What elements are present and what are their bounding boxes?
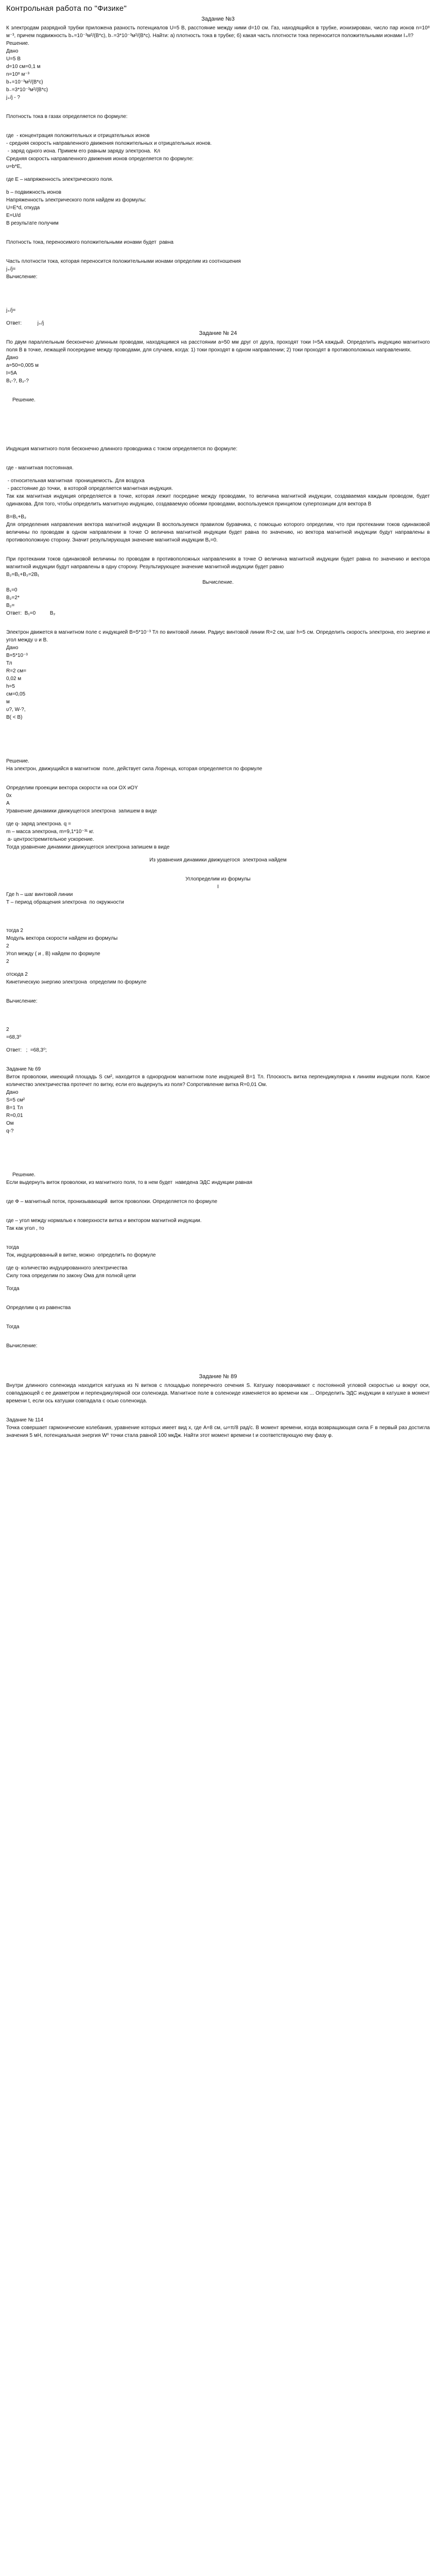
answer-line: Ответ: j₊/j bbox=[6, 320, 44, 326]
problem-69-heading: Задание № 69 bbox=[6, 1066, 41, 1072]
text-line: где Ф – магнитный поток, пронизывающий виток проволоки. Определяется по формуле bbox=[6, 1199, 218, 1205]
text-line: Угол между ( и , B) найдем по формуле bbox=[6, 951, 100, 957]
text-line: где - магнитная постоянная. bbox=[6, 465, 74, 471]
solution-label: Решение. bbox=[12, 397, 36, 403]
given-item: j₊/j - ? bbox=[6, 95, 20, 100]
calc-label: Вычисление: bbox=[6, 1343, 38, 1349]
given-label: Дано bbox=[6, 48, 19, 54]
text-line: Индукция магнитного поля бесконечно длинного проводника с током определяется по формуле: bbox=[6, 446, 238, 452]
text-line: Если выдернуть виток проволоки, из магнитного поля, то в нем будет наведена ЭДС индукции равная bbox=[6, 1180, 253, 1185]
problem-3-statement: К электродам разрядной трубки приложена разность потенциалов U=5 В, расстояние между ними d=10 см. Газ, находящийся в трубке, ионизирован, число пар ионов n=10⁸ м⁻³, причем подвижность b₊=10⁻³м²/(В*с), b₋=3*10⁻³м²/(В*с). Найти: а) плотность тока в трубке; б) какая часть плотности тока переносится положительными ионами I₊/I? bbox=[6, 25, 430, 39]
text-line: Напряженность электрического поля найдем из формулы: bbox=[6, 197, 146, 203]
given-item: R=2 см= bbox=[6, 668, 27, 674]
text-line: где q- количество индуцированного электричества bbox=[6, 1265, 128, 1271]
text-line: Часть плотности тока, которая переносится положительными ионами определим из соотношения bbox=[6, 259, 241, 264]
given-item: S=5 см² bbox=[6, 1097, 25, 1103]
given-list bbox=[6, 55, 430, 101]
text-line: Вычисление: bbox=[6, 274, 38, 280]
text-line: Ток, индуцированный в витке, можно определить по формуле bbox=[6, 1252, 156, 1258]
solution-label: Решение. bbox=[6, 758, 29, 764]
problem-114-heading: Задание № 114 bbox=[6, 1417, 43, 1423]
given-label: Дано bbox=[6, 645, 19, 651]
solution-label: Решение. bbox=[6, 41, 29, 46]
text-line: - заряд одного иона. Примем его равным заряду электрона. Кл bbox=[6, 148, 161, 154]
text-line: Определим q из равенства bbox=[6, 1305, 71, 1311]
problem-24 bbox=[6, 330, 430, 617]
problem-24-statement: По двум параллельным бесконечно длинным проводам, находящимся на расстоянии a=50 мм друг от друга, проходят токи I=5A каждый. Определить индукцию магнитного поля B в точке, лежащей посередине между проводами, для случаев, когда: 1) токи проходят в одном направлении; 2) токи проходят в противоположных направлениях. bbox=[6, 340, 430, 353]
given-item: см=0,05 bbox=[6, 691, 26, 697]
problem-35-statement: Электрон движется в магнитном поле с индукцией B=5*10⁻³ Тл по винтовой линии. Радиус винтовой линии R=2 см, шаг h=5 см. Определить скорость электрона, его энергию и угол между υ и B. bbox=[6, 630, 430, 643]
text-line: B₁=0 bbox=[6, 587, 18, 593]
text-line: Уравнение динамики движущегося электрона запишем в виде bbox=[6, 808, 157, 814]
calc-label: Вычисление. bbox=[202, 580, 234, 585]
text-line: Из уравнения динамики движущегося электрона найдем bbox=[149, 857, 287, 863]
text-line: 2 bbox=[6, 959, 9, 964]
text-line: тогда 2 bbox=[6, 928, 23, 934]
problem-114-statement: Точка совершает гармонические колебания, уравнение которых имеет вид x, где A=8 см, ω=π/8 рад/с. В момент времени, когда возвращающая сила F в первый раз достигла значения 5 мН, потенциальная энергия W⁰ точки стала равной 100 мкДж. Найти этот момент времени t и соответствующую ему фазу φ. bbox=[6, 1425, 430, 1438]
given-item: q-? bbox=[6, 1128, 14, 1134]
text-line: где E – напряженность электрического поля. bbox=[6, 177, 113, 182]
given-item: a=50=0,005 м bbox=[6, 363, 39, 368]
text-line: Так как магнитная индукция определяется в точке, которая лежит посредине между проводами, то величина магнитной индукции, создаваемая каждым проводом, будет одинакова. Для того, чтобы определить магнитную индукцию, создаваемую обоими проводами, воспользуемся принципом суперпозиции для вектора B bbox=[6, 494, 430, 507]
text-line: j₊/j= bbox=[6, 266, 16, 272]
text-line: Модуль вектора скорости найдем из формулы bbox=[6, 936, 118, 941]
given-item: b₋=3*10⁻³м²/(В*с) bbox=[6, 87, 48, 93]
given-item: n=10⁸ м⁻³ bbox=[6, 72, 30, 77]
text-line: Где h – шаг винтовой линии bbox=[6, 892, 73, 897]
problem-89-heading: Задание № 89 bbox=[199, 1374, 237, 1380]
text-line: Определим проекции вектора скорости на оси OX иOY bbox=[6, 785, 138, 791]
problem-114 bbox=[6, 1416, 430, 1439]
problem-69 bbox=[6, 1065, 430, 1350]
problem-89-statement: Внутри длинного соленоида находится катушка из N витков с площадью поперечного сечения S. Катушку поворачивают с постоянной угловой скоростью ω вокруг оси, совпадающей с ее диаметром и перпендикулярной оси соленоида. Магнитное поле в соленоиде изменяется во времени как ... Определить ЭДС индукции в катушке в момент времени t, если ось катушки совпадала с осью соленоида. bbox=[6, 1383, 430, 1404]
given-item: 0,02 м bbox=[6, 676, 22, 682]
text-line: 0х bbox=[6, 793, 12, 799]
text-line: Кинетическую энергию электрона определим по формуле bbox=[6, 979, 147, 985]
text-line: 2 bbox=[6, 1027, 9, 1032]
text-line: Средняя скорость направленного движения ионов определяется по формуле: bbox=[6, 156, 194, 162]
text-line: B₂=2* bbox=[6, 595, 20, 601]
problem-3-heading: Задание №3 bbox=[201, 16, 235, 22]
problem-24-heading: Задание № 24 bbox=[199, 330, 237, 336]
given-item: Тл bbox=[6, 660, 12, 666]
text-line: B₂= bbox=[6, 603, 15, 608]
text-line: B=B₁+B₂ bbox=[6, 514, 26, 520]
solution-label: Решение. bbox=[12, 1172, 36, 1178]
document-title: Контрольная работа по "Физике" bbox=[6, 4, 127, 13]
text-line: отсюда 2 bbox=[6, 972, 28, 977]
text-line: Тогда уравнение динамики движущегося электрона запишем в виде bbox=[6, 844, 170, 850]
given-item: R=0,01 bbox=[6, 1113, 23, 1118]
text-line: При протекании токов одинаковой величины по проводам в противоположных направлениях в точке O величина магнитной индукции будет равна по значению и вектора магнитной индукции будут направлены в одну сторону. Результирующее значение магнитной индукции будет равно bbox=[6, 556, 430, 570]
text-line: где - концентрация положительных и отрицательных ионов bbox=[6, 133, 150, 139]
text-line: Силу тока определим по закону Ома для полной цепи bbox=[6, 1273, 136, 1279]
text-line: υ=b*E, bbox=[6, 164, 22, 170]
text-line: Так как угол , то bbox=[6, 1226, 44, 1231]
problem-35 bbox=[6, 629, 430, 1054]
calc-label: Вычисление: bbox=[6, 998, 38, 1004]
text-line: В результате получим bbox=[6, 221, 59, 226]
text-line: T – период обращения электрона по окружности bbox=[6, 900, 124, 905]
text-line: тогда bbox=[6, 1245, 19, 1250]
text-line: 2 bbox=[6, 943, 9, 949]
text-line: - относительная магнитная проницаемость. Для воздуха bbox=[6, 478, 145, 484]
text-line: где q- заряд электрона. q = bbox=[6, 821, 71, 827]
given-item: B₁-?, B₂-? bbox=[6, 378, 29, 384]
text-line: Для определения направления вектора магнитной индукции B воспользуемся правилом буравчика, с помощью которого определим, что при протекании токов одинаковой величины по проводам в одном направлении в точке O величина магнитной индукции будет равна по значению, но вектора магнитной индукции будут направлены в противоположную сторону. Значит результирующая значение магнитной индукции B₁=0. bbox=[6, 522, 430, 543]
text-line: b – подвижность ионов bbox=[6, 190, 62, 195]
text-line: Плотность тока в газах определяется по формуле: bbox=[6, 114, 128, 120]
given-item: B( < B) bbox=[6, 715, 23, 720]
problem-3 bbox=[6, 16, 430, 327]
text-line: m – масса электрона, m=9,1*10⁻³¹ кг. bbox=[6, 829, 94, 835]
text-line: На электрон, движущийся в магнитном поле, действует сила Лоренца, которая определяется по формуле bbox=[6, 766, 263, 772]
text-line: - расстояние до точки, в которой определяется магнитная индукция. bbox=[6, 486, 173, 492]
given-item: м bbox=[6, 699, 10, 705]
text-line: B₂=B₁+B₂=2B₁ bbox=[6, 572, 40, 578]
given-item: υ?, W-?, bbox=[6, 707, 26, 713]
given-item: h=5 bbox=[6, 684, 15, 689]
text-line: Тогда bbox=[6, 1324, 20, 1330]
text-line: =68,3⁰ bbox=[6, 1035, 22, 1040]
given-label: Дано bbox=[6, 355, 19, 361]
given-label: Дано bbox=[6, 1090, 19, 1095]
text-line: Тогда bbox=[6, 1286, 20, 1292]
text-line: I bbox=[217, 884, 219, 890]
given-item: I=5A bbox=[6, 370, 17, 376]
answer-line: Ответ: ; =68,3⁰; bbox=[6, 1047, 47, 1053]
text-line: - средняя скорость направленного движения положительных и отрицательных ионов. bbox=[6, 141, 212, 146]
problem-89 bbox=[6, 1374, 430, 1405]
given-item: B=5*10⁻³ bbox=[6, 653, 28, 658]
text-line: A bbox=[6, 801, 10, 806]
given-item: U=5 В bbox=[6, 56, 21, 62]
text-line: Плотность тока, переносимого положительными ионами будет равна bbox=[6, 240, 173, 245]
text-line: j₊/j= bbox=[6, 308, 16, 313]
text-line: a- центростремительное ускорение. bbox=[6, 837, 94, 842]
text-line: U=E*d, откуда bbox=[6, 205, 40, 211]
text-line: E=U/d bbox=[6, 213, 21, 218]
given-item: b₊=10⁻³м²/(В*с) bbox=[6, 79, 43, 85]
given-item: B=1 Тл bbox=[6, 1105, 23, 1111]
text-line: где – угол между нормалью к поверхности витка и вектором магнитной индукции. bbox=[6, 1218, 202, 1224]
problem-69-statement: Виток проволоки, имеющий площадь S см², находится в однородном магнитном поле индукцией B=1 Тл. Плоскость витка перпендикулярна к линиям индукции поля. Какое количество электричества протечет по витку, если его выдернуть из поля? Сопротивление витка R=0,01 Ом. bbox=[6, 1074, 430, 1088]
given-item: d=10 см=0,1 м bbox=[6, 64, 41, 70]
text-line: Углопределим из формулы bbox=[185, 876, 251, 882]
answer-line: Ответ: B₁=0 B₂ bbox=[6, 611, 56, 616]
given-item: Ом bbox=[6, 1121, 14, 1126]
